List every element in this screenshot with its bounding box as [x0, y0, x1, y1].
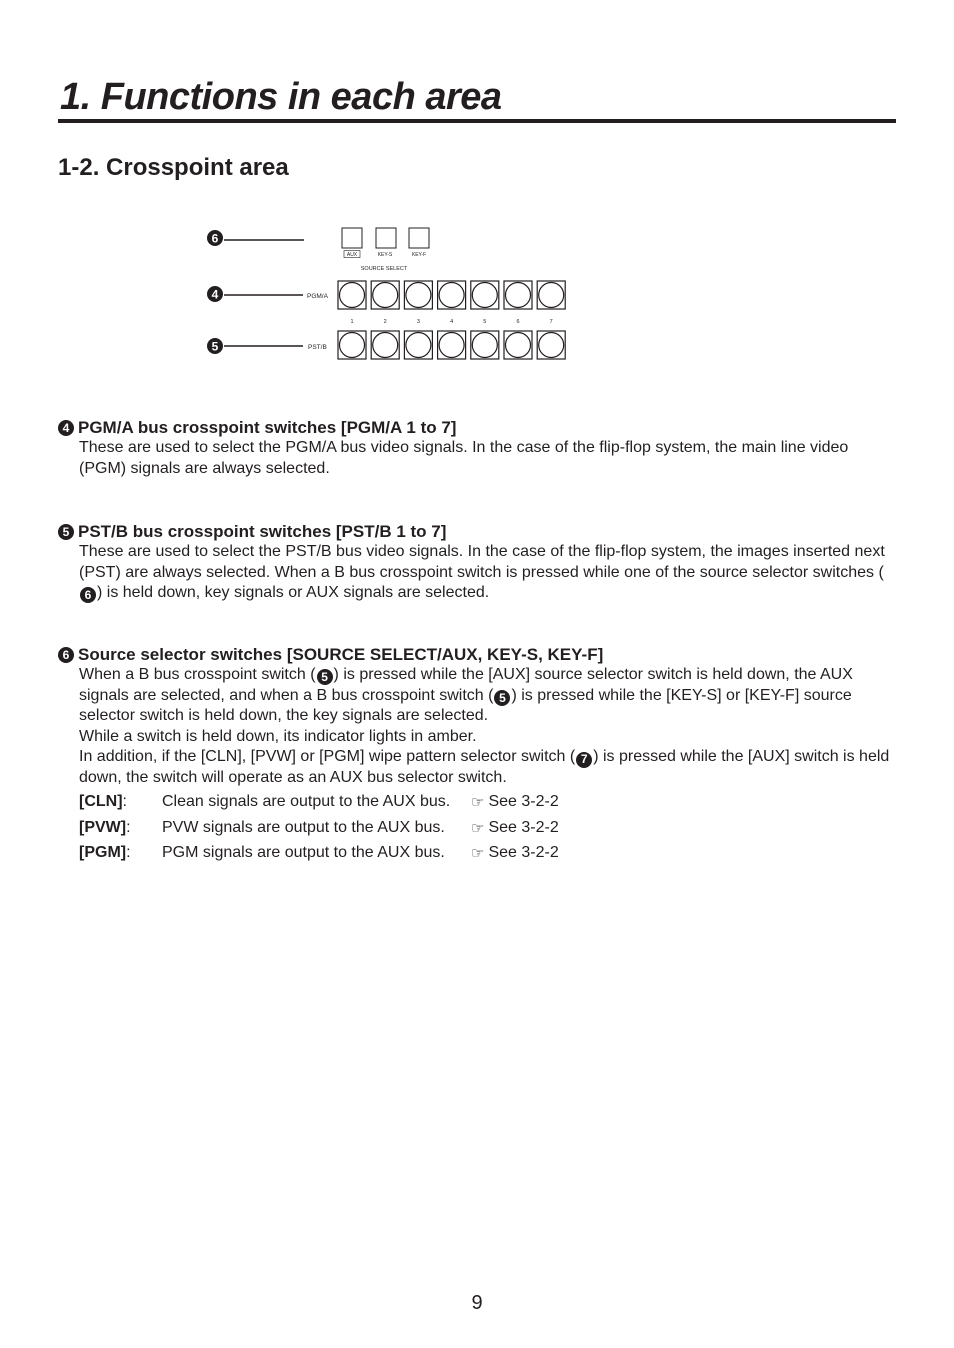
reference-row-pgm: [PGM] : PGM signals are output to the AUX bus. ☞ See 3-2-2 — [79, 844, 559, 863]
reference-row-pvw: [PVW] : PVW signals are output to the AUX bus. ☞ See 3-2-2 — [79, 818, 559, 837]
switch-number-4: 4 — [450, 319, 454, 325]
pgm-a-switch-3-button-icon — [406, 283, 431, 308]
pst-b-switch-7-button-icon — [539, 333, 564, 358]
item-6-heading — [58, 645, 898, 665]
callout-5-badge: 5 — [58, 524, 74, 540]
ref-tag: [CLN] — [79, 793, 123, 811]
item-4-title: PGM/A bus crosspoint switches [PGM/A 1 to 7] — [78, 418, 457, 437]
item-6 — [58, 645, 898, 866]
p1-text-a: When a B bus crosspoint switch ( — [79, 666, 316, 683]
crosspoint-diagram — [0, 0, 954, 380]
pst-b-switch-row — [338, 331, 565, 359]
ref-desc: Clean signals are output to the AUX bus. — [162, 793, 451, 811]
item-5-heading — [58, 522, 898, 542]
item-5-body-text: These are used to select the PST/B bus video signals. In the case of the flip-flop system, the images inserted next (PST) are always selected. When a B bus crosspoint switch is pressed while one of the source selector switches ( — [79, 543, 885, 581]
pgm-a-switch-6-button-icon — [506, 283, 531, 308]
pst-b-switch-1-button-icon — [340, 333, 365, 358]
switch-number-5: 5 — [483, 319, 487, 325]
item-6-paragraph-2: While a switch is held down, its indicator lights in amber. — [79, 727, 477, 745]
pointing-hand-icon: ☞ — [471, 794, 485, 812]
pst-row-label: PST/B — [308, 344, 327, 351]
callout-5-ref: 5 — [494, 690, 510, 706]
pgm-a-switch-4-button-icon — [439, 283, 464, 308]
callout-5-label: 5 — [211, 339, 219, 354]
item-5 — [58, 522, 898, 604]
chapter-title: 1. Functions in each area — [60, 76, 502, 118]
pst-b-switch-2-button-icon — [373, 333, 398, 358]
key-s-button[interactable] — [376, 228, 396, 248]
page-number: 9 — [471, 1292, 483, 1314]
ref-tag: [PVW] — [79, 818, 127, 836]
pointing-hand-icon: ☞ — [471, 819, 485, 837]
callout-4-badge: 4 — [58, 420, 74, 436]
p3-text-a: In addition, if the [CLN], [PVW] or [PGM] wipe pattern selector switch ( — [79, 748, 576, 766]
item-6-paragraph-1 — [79, 665, 898, 727]
p1-text-c: ) is pressed while the [KEY-S] or [KEY-F] source selector switch is held down, the key signals are selected. — [79, 686, 852, 725]
callout-4-label: 4 — [211, 287, 219, 302]
ref-desc: PVW signals are output to the AUX bus. — [162, 818, 445, 836]
see-text: See 3-2-2 — [488, 818, 559, 836]
pgm-a-switch-5-button-icon — [472, 283, 497, 308]
pgm-a-switch-2-button-icon — [373, 283, 398, 308]
item-4-body: These are used to select the PGM/A bus video signals. In the case of the flip-flop system, the main line video (PGM) signals are always selected. — [79, 439, 849, 477]
switch-number-1: 1 — [350, 319, 354, 325]
p3-text-b: ) is pressed while the [AUX] switch is held down, the switch will operate as an AUX bus selector switch. — [79, 748, 890, 786]
item-6-paragraph-3 — [79, 747, 898, 788]
switch-number-6: 6 — [516, 319, 520, 325]
see-text: See 3-2-2 — [488, 844, 559, 862]
item-6-title: Source selector switches [SOURCE SELECT/AUX, KEY-S, KEY-F] — [78, 645, 604, 664]
callout-6-label: 6 — [211, 231, 219, 246]
switch-number-2: 2 — [383, 319, 387, 325]
pgm-row-label: PGM/A — [307, 293, 328, 300]
key-s-label: KEY-S — [377, 252, 393, 258]
see-reference-link[interactable] — [471, 819, 559, 837]
pointing-hand-icon: ☞ — [471, 845, 485, 863]
reference-row-cln: [CLN] : Clean signals are output to the AUX bus. ☞ See 3-2-2 — [79, 793, 559, 812]
key-f-label: KEY-F — [411, 252, 427, 258]
pst-b-switch-5-button-icon — [472, 333, 497, 358]
item-5-body-text-end: ) is held down, key signals or AUX signals are selected. — [97, 584, 490, 602]
callout-5-ref: 5 — [317, 669, 333, 685]
see-reference-link[interactable] — [471, 793, 559, 811]
ref-tag: [PGM] — [79, 844, 127, 862]
pgm-a-switch-row — [338, 281, 565, 309]
item-5-body — [79, 542, 898, 604]
aux-button[interactable] — [342, 228, 362, 248]
pgm-a-switch-1-button-icon — [340, 283, 365, 308]
see-reference-link[interactable] — [471, 844, 559, 862]
callout-7-ref: 7 — [576, 752, 592, 768]
pgm-a-switch-7-button-icon — [539, 283, 564, 308]
aux-label: AUX — [346, 252, 358, 258]
switch-number-3: 3 — [416, 319, 420, 325]
key-f-button[interactable] — [409, 228, 429, 248]
p1-text-b: ) is pressed while the [AUX] source selector switch is held down, the AUX signals are selected, and when a B bus crosspoint switch ( — [79, 666, 853, 704]
source-select-label: SOURCE SELECT — [360, 266, 408, 272]
switch-number-row — [350, 319, 552, 325]
switch-number-7: 7 — [549, 319, 553, 325]
reference-list — [58, 790, 898, 867]
ref-desc: PGM signals are output to the AUX bus. — [162, 844, 445, 862]
see-text: See 3-2-2 — [488, 793, 559, 811]
callout-6-badge: 6 — [58, 647, 74, 663]
item-4 — [58, 418, 898, 479]
item-5-title: PST/B bus crosspoint switches [PST/B 1 to 7] — [78, 522, 447, 541]
item-4-heading — [58, 418, 898, 438]
pst-b-switch-6-button-icon — [506, 333, 531, 358]
section-title: 1-2. Crosspoint area — [58, 154, 289, 181]
callout-6-ref: 6 — [80, 587, 96, 603]
pst-b-switch-3-button-icon — [406, 333, 431, 358]
pst-b-switch-4-button-icon — [439, 333, 464, 358]
